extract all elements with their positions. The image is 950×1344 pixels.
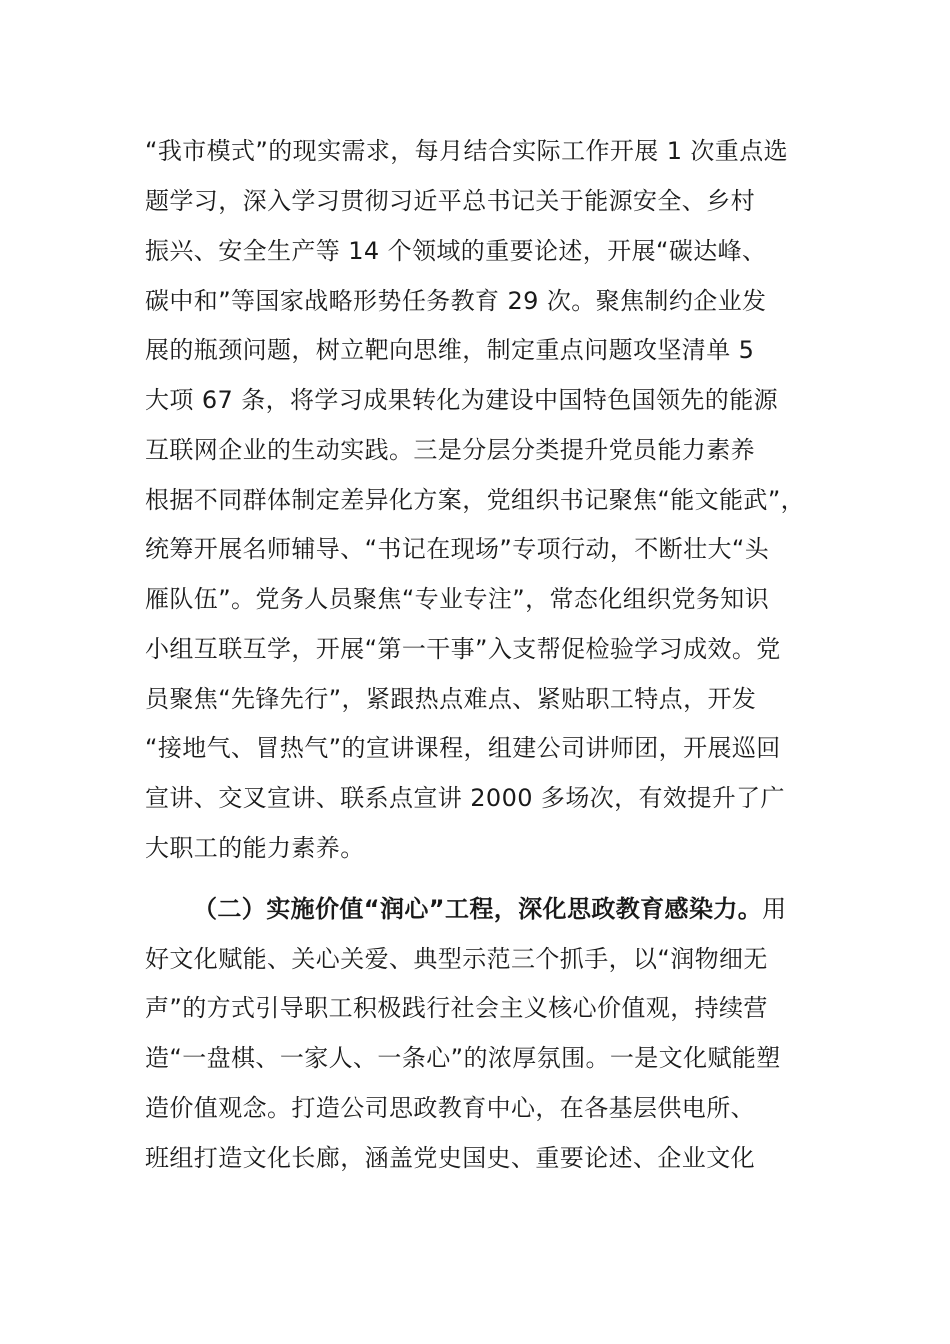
section-heading: （二）实施价值“润心”工程，深化思政教育感染力。 bbox=[193, 895, 763, 923]
text-line: “我市模式”的现实需求，每月结合实际工作开展 1 次重点选 bbox=[145, 137, 788, 165]
text-line: 振兴、安全生产等 14 个领域的重要论述，开展“碳达峰、 bbox=[145, 237, 767, 265]
text-line: 宣讲、交叉宣讲、联系点宣讲 2000 多场次，有效提升了广 bbox=[145, 784, 785, 812]
heading-line-rest: 用 bbox=[762, 895, 787, 923]
text-line: 员聚焦“先锋先行”，紧跟热点难点、紧贴职工特点，开发 bbox=[145, 685, 757, 713]
text-line: 展的瓶颈问题，树立靶向思维，制定重点问题攻坚清单 5 bbox=[145, 336, 755, 364]
text-line: 小组互联互学，开展“第一干事”入支帮促检验学习成效。党 bbox=[145, 635, 781, 663]
text-line: 雁队伍”。党务人员聚焦“专业专注”，常态化组织党务知识 bbox=[145, 585, 770, 613]
text-line: 好文化赋能、关心关爱、典型示范三个抓手，以“润物细无 bbox=[145, 945, 768, 973]
text-line: 统筹开展名师辅导、“书记在现场”专项行动，不断壮大“头 bbox=[145, 535, 770, 563]
text-line: 碳中和”等国家战略形势任务教育 29 次。聚焦制约企业发 bbox=[145, 287, 767, 315]
text-line: 互联网企业的生动实践。三是分层分类提升党员能力素养 bbox=[145, 436, 755, 464]
text-line: 根据不同群体制定差异化方案，党组织书记聚焦“能文能武”， bbox=[145, 486, 806, 514]
text-line: 题学习，深入学习贯彻习近平总书记关于能源安全、乡村 bbox=[145, 187, 755, 215]
text-line: 大项 67 条，将学习成果转化为建设中国特色国领先的能源 bbox=[145, 386, 778, 414]
text-line: “接地气、冒热气”的宣讲课程，组建公司讲师团，开展巡回 bbox=[145, 734, 781, 762]
text-line: 造“一盘棋、一家人、一条心”的浓厚氛围。一是文化赋能塑 bbox=[145, 1044, 781, 1072]
text-line: 声”的方式引导职工积极践行社会主义核心价值观，持续营 bbox=[145, 994, 768, 1022]
text-line: 大职工的能力素养。 bbox=[145, 834, 365, 862]
text-line: 班组打造文化长廊，涵盖党史国史、重要论述、企业文化 bbox=[145, 1144, 755, 1172]
section-heading-line bbox=[193, 893, 787, 925]
text-line: 造价值观念。打造公司思政教育中心，在各基层供电所、 bbox=[145, 1094, 755, 1122]
